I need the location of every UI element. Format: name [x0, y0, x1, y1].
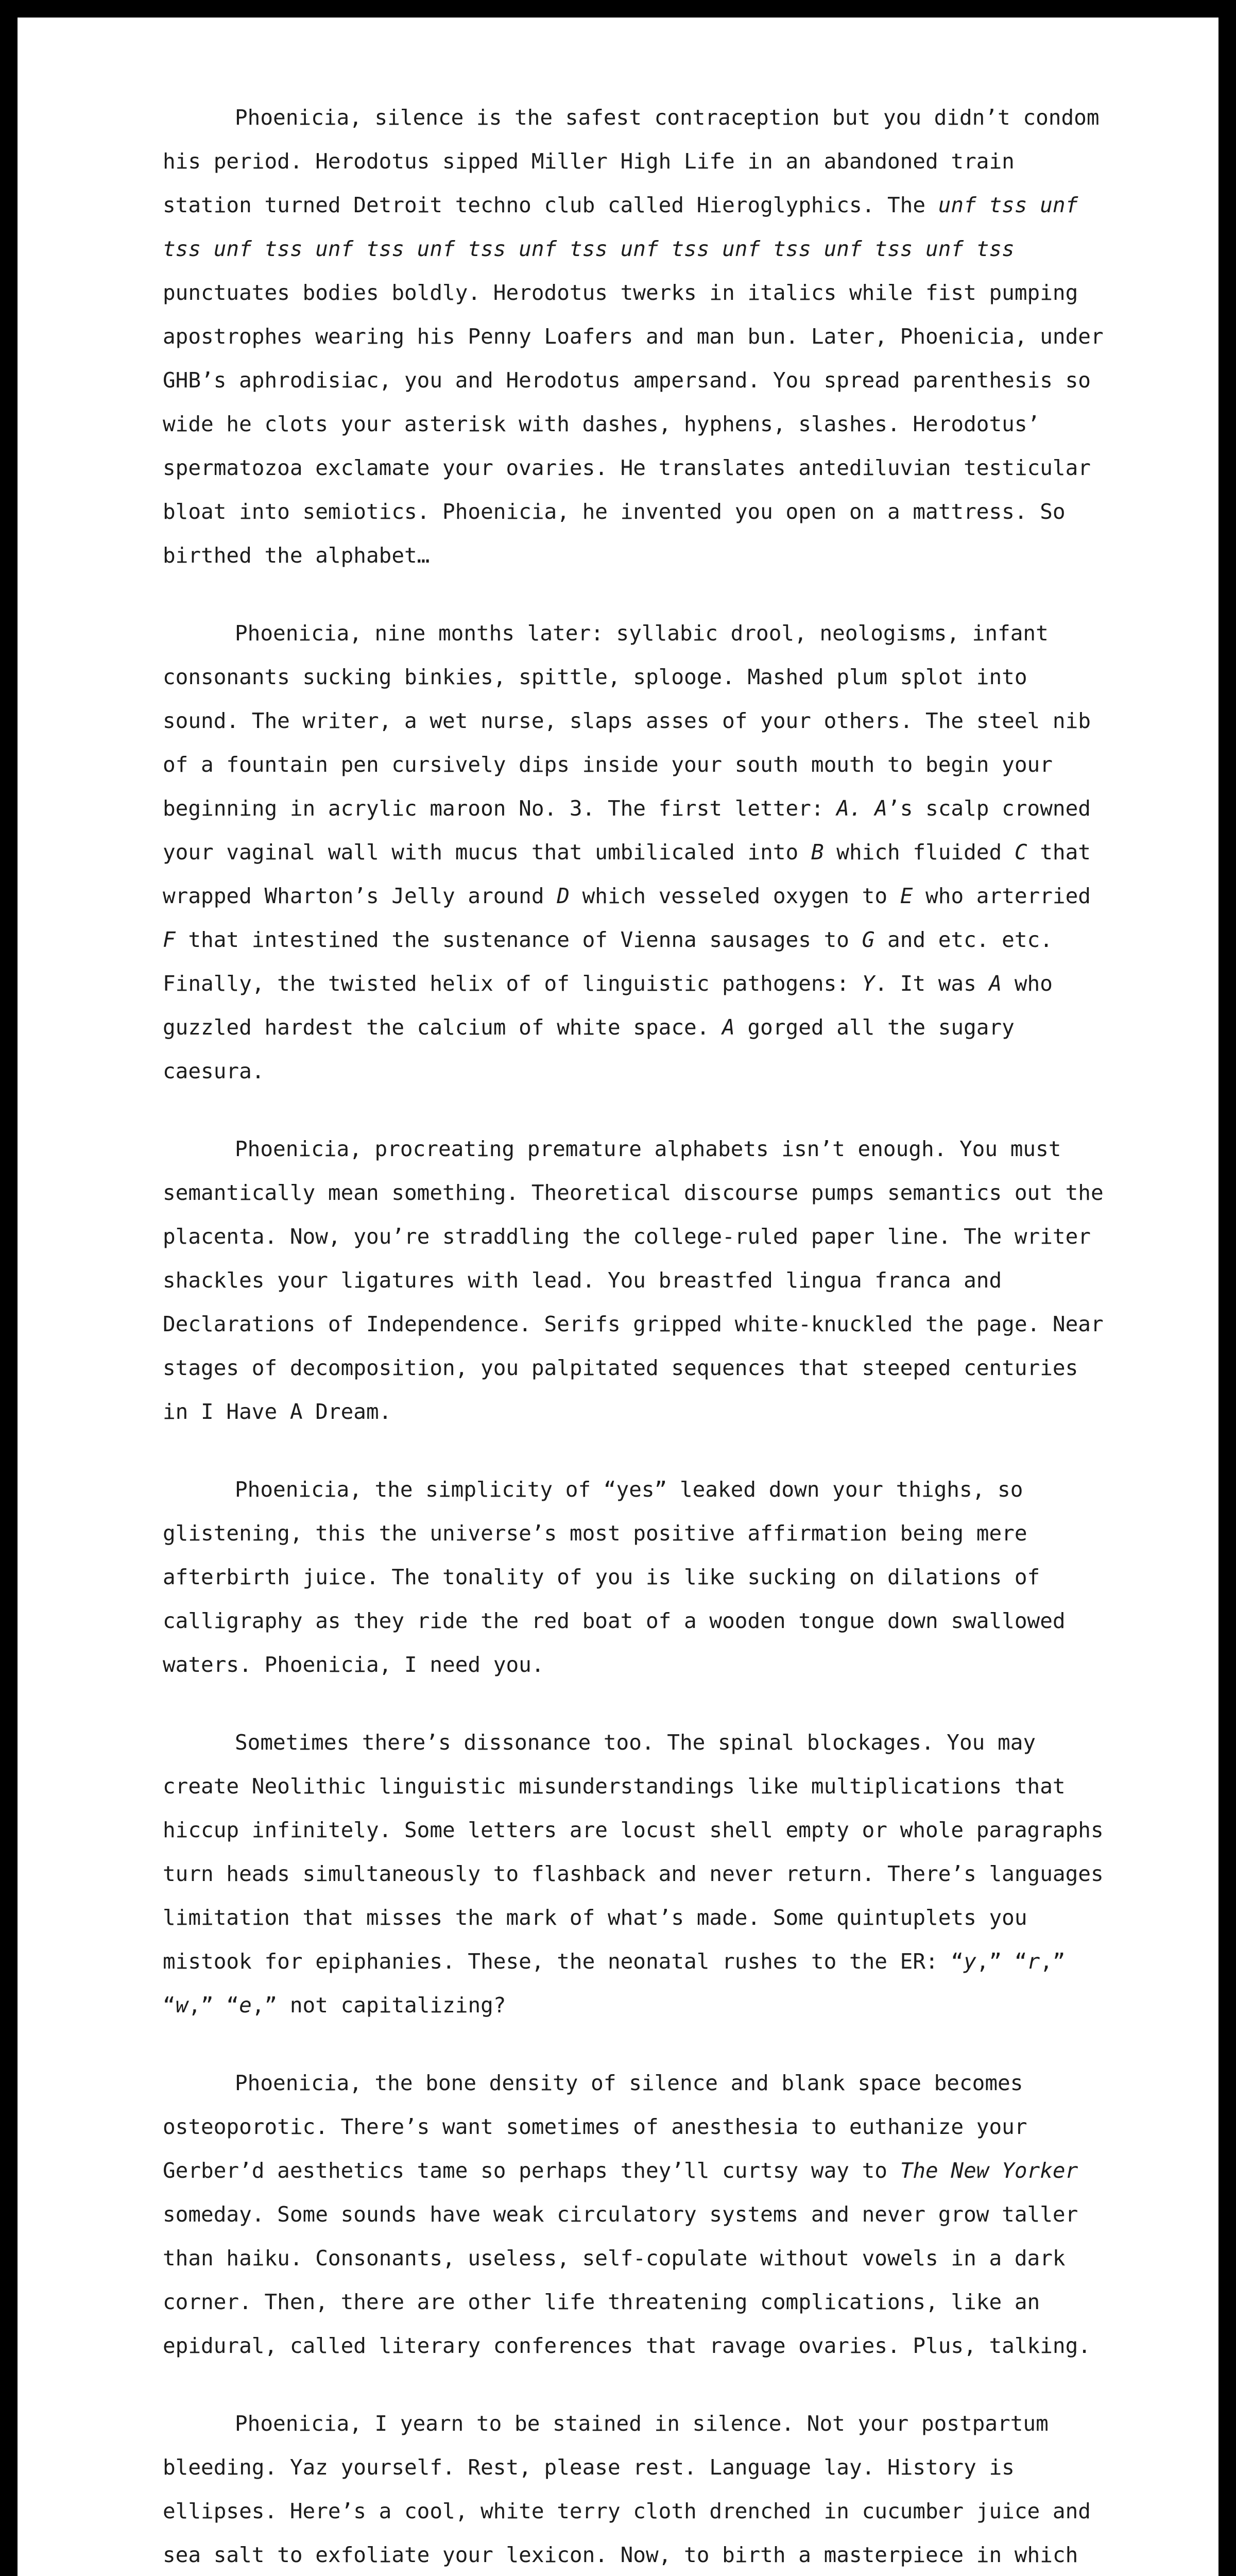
paragraph-4	[163, 1468, 1115, 1687]
text-run: ,” “	[163, 1949, 1066, 2018]
text-run	[862, 796, 875, 821]
document-body	[163, 96, 1115, 2576]
text-run: which vesseled oxygen to	[569, 884, 900, 908]
paragraph-3	[163, 1127, 1115, 1434]
text-run: ,” not capitalizing?	[251, 1993, 506, 2018]
text-run: Phoenicia, procreating premature alphabets isn’t enough. You must semantically mean something. Theoretical discourse pumps semantics out the placenta. Now, you’re straddling the college-ruled paper line. The writer shackles your ligatures with lead. You breastfed lingua franca and Declarations of Independence. Serifs gripped white-knuckled the page. Near stages of decomposition, you palpitated sequences that steeped centuries in I Have A Dream.	[163, 1137, 1104, 1424]
text-run: Phoenicia, the bone density of silence and blank space becomes osteoporotic. There’s want sometimes of anesthesia to euthanize your Gerber’d aesthetics tame so perhaps they’ll curtsy way to	[163, 2071, 1027, 2183]
paragraph-7	[163, 2402, 1115, 2576]
italic-text-run: A.	[836, 796, 862, 821]
italic-text-run: A	[722, 1015, 735, 1040]
italic-text-run: A	[989, 971, 1002, 996]
text-run: that intestined the sustenance of Vienna sausages to	[175, 927, 862, 952]
text-run: punctuates bodies boldly. Herodotus twerks in italics while fist pumping apostrophes wearing his Penny Loafers and man bun. Later, Phoenicia, under GHB’s aphrodisiac, you and Herodotus ampersand. You spread parenthesis so wide he clots your asterisk with dashes, hyphens, slashes. Herodotus’ spermatozoa exclamate your ovaries. He translates antediluvian testicular bloat into semiotics. Phoenicia, he invented you open on a mattress. So birthed the alphabet…	[163, 280, 1104, 568]
text-run: ,” “	[976, 1949, 1027, 1974]
text-run: which fluided	[823, 840, 1015, 865]
italic-text-run: y	[964, 1949, 976, 1974]
text-run: Sometimes there’s dissonance too. The spinal blockages. You may create Neolithic linguistic misunderstandings like multiplications that hiccup infinitely. Some letters are locust shell empty or whole paragraphs turn heads simultaneously to flashback and never return. There’s languages limitation that misses the mark of what’s made. Some quintuplets you mistook for epiphanies. These, the neonatal rushes to the ER: “	[163, 1730, 1104, 1974]
italic-text-run: D	[557, 884, 570, 908]
paragraph-6	[163, 2061, 1115, 2368]
text-run: and etc. etc. Finally, the twisted helix of of linguistic pathogens:	[163, 927, 1053, 996]
text-run: Phoenicia, silence is the safest contraception but you didn’t condom his period. Herodotus sipped Miller High Life in an abandoned train station turned Detroit techno club called Hieroglyphics. The	[163, 105, 1100, 217]
italic-text-run: r	[1027, 1949, 1040, 1974]
text-run: who arterried	[913, 884, 1091, 908]
text-run: Phoenicia, the simplicity of “yes” leaked down your thighs, so glistening, this the universe’s most positive affirmation being mere afterbirth juice. The tonality of you is like sucking on dilations of calligraphy as they ride the red boat of a wooden tongue down swallowed waters. Phoenicia, I need you.	[163, 1477, 1066, 1677]
italic-text-run: F	[163, 927, 176, 952]
paragraph-1	[163, 96, 1115, 578]
text-run: Phoenicia, nine months later: syllabic drool, neologisms, infant consonants sucking binkies, spittle, splooge. Mashed plum splot into sound. The writer, a wet nurse, slaps asses of your others. The steel nib of a fountain pen cursively dips inside your south mouth to begin your beginning in acrylic maroon No. 3. The first letter:	[163, 621, 1091, 821]
text-run: gorged all the sugary caesura.	[163, 1015, 1015, 1083]
italic-text-run: C	[1014, 840, 1027, 865]
italic-text-run: Y	[862, 971, 875, 996]
paragraph-5	[163, 1721, 1115, 2027]
italic-text-run: w	[175, 1993, 188, 2018]
paragraph-2	[163, 612, 1115, 1093]
text-run: that wrapped Wharton’s Jelly around	[163, 840, 1091, 908]
text-run: Phoenicia, I yearn to be stained in silence. Not your postpartum bleeding. Yaz yourself. Rest, please rest. Language lay. History is ellipses. Here’s a cool, white terry cloth drenched in cucumber juice and sea salt to exfoliate your lexicon. Now, to birth a masterpiece in which	[163, 2411, 1091, 2567]
text-run: . It was	[874, 971, 989, 996]
italic-text-run: unf tss unf tss unf tss unf tss unf tss unf tss unf tss unf tss unf tss unf tss	[163, 193, 1078, 261]
italic-text-run: B	[811, 840, 824, 865]
italic-text-run: E	[900, 884, 913, 908]
italic-text-run: The New Yorker	[900, 2158, 1078, 2183]
italic-text-run: e	[239, 1993, 252, 2018]
text-run: someday. Some sounds have weak circulatory systems and never grow taller than haiku. Consonants, useless, self-copulate without vowels in a dark corner. Then, there are other life threatening complications, like an epidural, called literary conferences that ravage ovaries. Plus, talking.	[163, 2202, 1091, 2358]
italic-text-run: A	[874, 796, 888, 821]
text-run: ’s scalp crowned your vaginal wall with mucus that umbilicaled into	[163, 796, 1091, 865]
text-run: ,” “	[188, 1993, 239, 2018]
text-run: who guzzled hardest the calcium of white space.	[163, 971, 1053, 1040]
italic-text-run: G	[862, 927, 875, 952]
